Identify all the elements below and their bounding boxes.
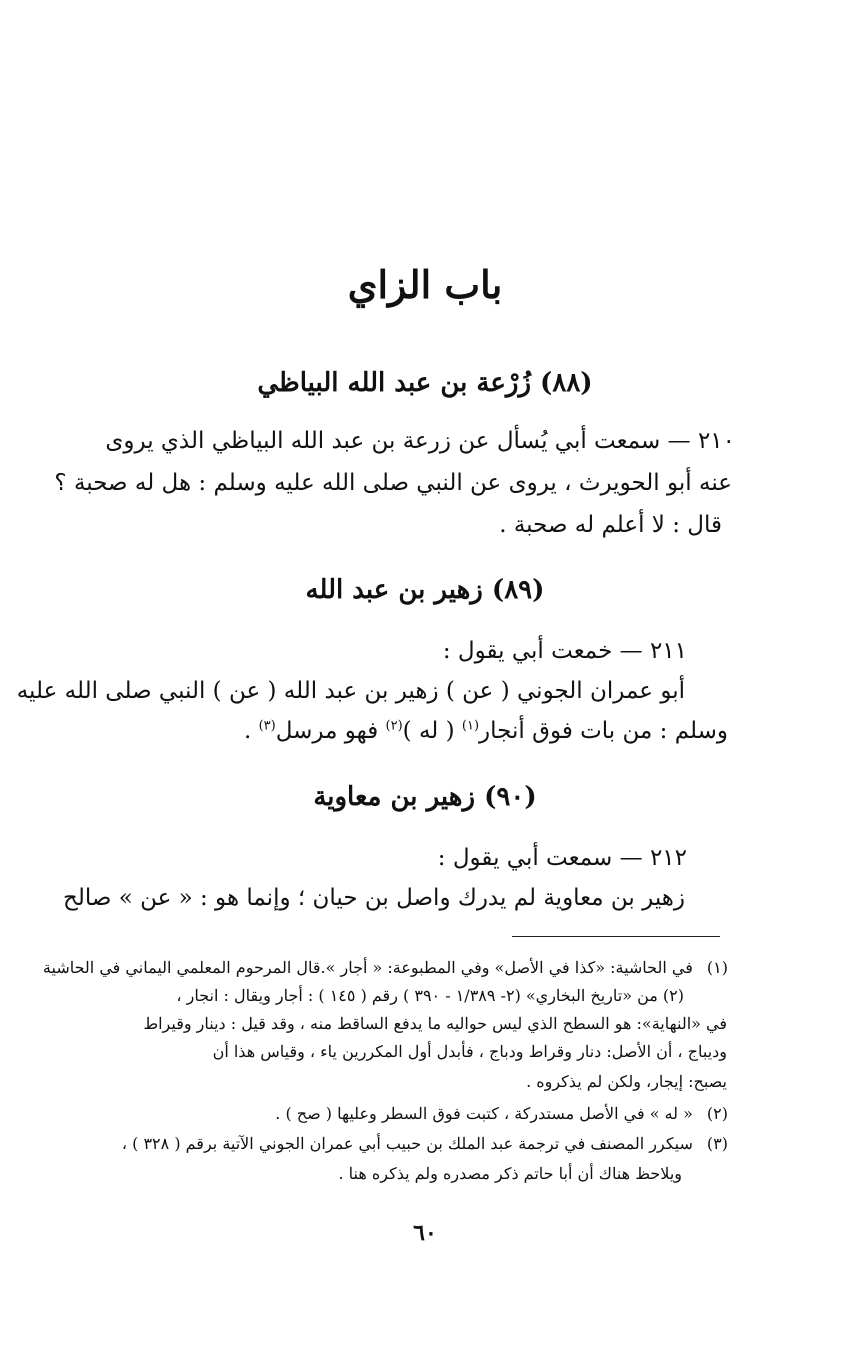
footnote-line bbox=[43, 958, 728, 977]
entry-heading-88: (٨٨) زُرْعة بن عبد الله البياظي bbox=[257, 368, 593, 398]
body-line: ٢١٠ — سمعت أبي يُسأل عن زرعة بن عبد الله البياظي الذي يروى bbox=[105, 428, 735, 454]
entry-heading-90: (٩٠) زهير بن معاوية bbox=[313, 782, 537, 812]
chapter-title: باب الزاي bbox=[347, 262, 503, 307]
footnote-number: (٣) bbox=[706, 1134, 728, 1153]
footnote-line bbox=[275, 1104, 728, 1123]
text-run: ( له ) bbox=[402, 718, 455, 744]
footnote-ref-1: (١) bbox=[461, 718, 480, 734]
body-line: ٢١١ — خمعت أبي يقول : bbox=[442, 638, 687, 664]
footnote-number: (١) bbox=[706, 958, 728, 977]
body-line: ٢١٢ — سمعت أبي يقول : bbox=[437, 845, 687, 871]
footnote-text: سيكرر المصنف في ترجمة عبد الملك بن حبيب أبي عمران الجوني الآتية برقم ( ٣٢٨ ) ، bbox=[121, 1134, 693, 1153]
body-line: قال : لا أعلم له صحبة . bbox=[499, 512, 722, 538]
footnote-ref-3: (٣) bbox=[258, 718, 276, 734]
footnote-line: ويلاحظ هناك أن أبا حاتم ذكر مصدره ولم يذكره هنا . bbox=[338, 1164, 682, 1183]
footnote-line: يصبح: إيجار، ولكن لم يذكروه . bbox=[526, 1072, 727, 1091]
body-line: أبو عمران الجوني ( عن ) زهير بن عبد الله ( عن ) النبي صلى الله عليه bbox=[16, 678, 685, 704]
text-run: فهو مرسل bbox=[275, 718, 379, 744]
footnote-line: (٢) من «تاريخ البخاري» (٢- ١/٣٨٩ - ٣٩٠ ) رقم ( ١٤٥ ) : أجار ويقال : انجار ، bbox=[176, 986, 684, 1005]
footnote-line: وديباج ، أن الأصل: دنار وقراط ودباج ، فأبدل أول المكررين ياء ، وقياس هذا أن bbox=[212, 1042, 727, 1061]
footnote-text: في الحاشية: «كذا في الأصل» وفي المطبوعة: « أجار ».قال المرحوم المعلمي اليماني في الحاشية bbox=[42, 958, 693, 977]
footnote-line: في «النهاية»: هو السطح الذي ليس حواليه ما يدفع الساقط منه ، وقد قيل : دينار وقيراط bbox=[143, 1014, 727, 1033]
footnote-line bbox=[122, 1134, 728, 1153]
page-number: ٦٠ bbox=[413, 1220, 437, 1246]
footnote-divider bbox=[512, 936, 720, 937]
period: . bbox=[243, 718, 252, 744]
text-run: وسلم : من بات فوق أنجار bbox=[479, 718, 728, 744]
entry-heading-89: (٨٩) زهير بن عبد الله bbox=[305, 575, 545, 605]
body-line: زهير بن معاوية لم يدرك واصل بن حيان ؛ وإنما هو : « عن » صالح bbox=[62, 885, 685, 911]
footnote-number: (٢) bbox=[706, 1104, 728, 1123]
footnote-text: « له » في الأصل مستدركة ، كتبت فوق السطر وعليها ( صح ) . bbox=[275, 1104, 693, 1123]
footnote-ref-2: (٢) bbox=[385, 718, 403, 734]
body-line bbox=[244, 718, 728, 744]
body-line: عنه أبو الحويرث ، يروى عن النبي صلى الله عليه وسلم : هل له صحبة ؟ bbox=[54, 470, 732, 496]
